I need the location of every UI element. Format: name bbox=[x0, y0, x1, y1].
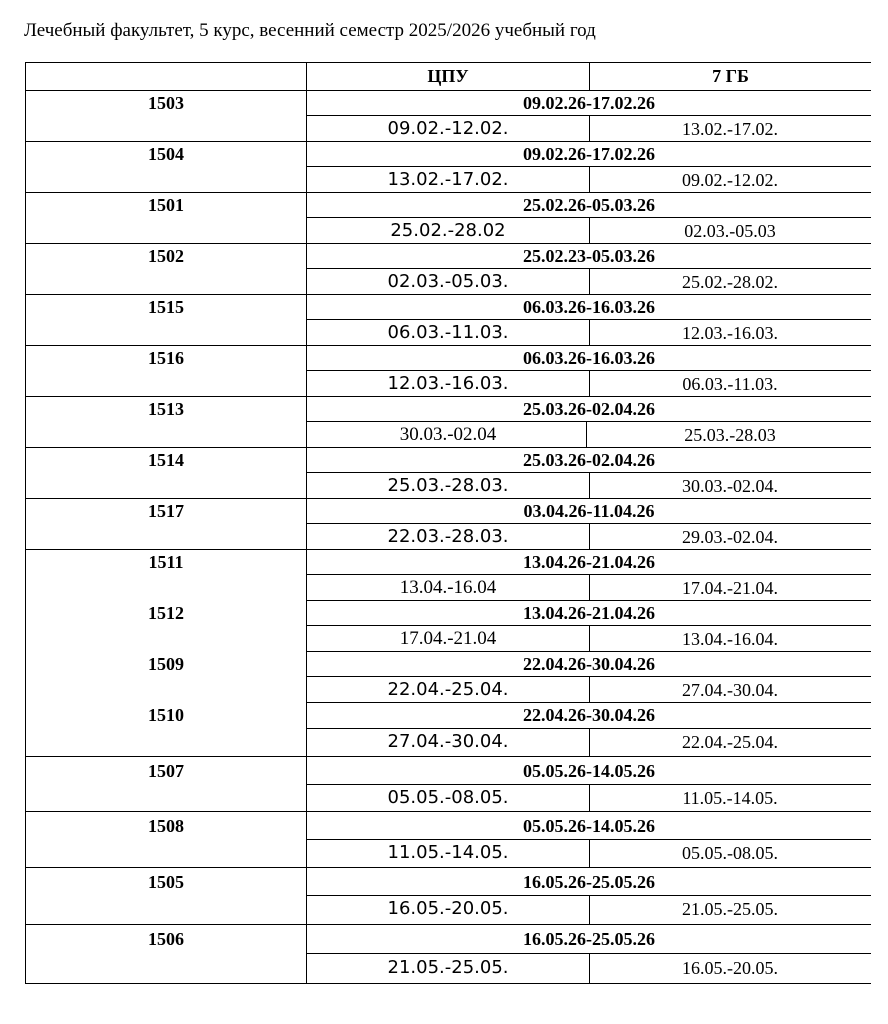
group-number: 1508 bbox=[148, 816, 184, 836]
cpu-dates: 05.05.-08.05. bbox=[387, 787, 509, 808]
date-range: 06.03.26-16.03.26 bbox=[523, 297, 655, 317]
gb-dates: 13.04.-16.04. bbox=[682, 629, 778, 649]
header-group bbox=[26, 63, 306, 90]
gb-dates: 17.04.-21.04. bbox=[682, 578, 778, 598]
group-number: 1513 bbox=[148, 399, 184, 419]
date-range: 16.05.26-25.05.26 bbox=[523, 929, 655, 949]
table-row bbox=[26, 499, 871, 550]
date-range: 25.03.26-02.04.26 bbox=[523, 450, 655, 470]
date-range: 22.04.26-30.04.26 bbox=[523, 705, 655, 725]
group-number: 1509 bbox=[148, 654, 184, 674]
gb-dates: 22.04.-25.04. bbox=[682, 732, 778, 752]
group-number: 1514 bbox=[148, 450, 184, 470]
group-number: 1515 bbox=[148, 297, 184, 317]
gb-dates: 02.03.-05.03 bbox=[684, 221, 776, 241]
table-row bbox=[26, 925, 871, 983]
gb-dates: 25.02.-28.02. bbox=[682, 272, 778, 292]
group-number: 1503 bbox=[148, 93, 184, 113]
table-row bbox=[26, 397, 871, 448]
gb-dates: 06.03.-11.03. bbox=[682, 374, 778, 394]
gb-dates: 30.03.-02.04. bbox=[682, 476, 778, 496]
row-divider bbox=[307, 651, 871, 652]
cpu-dates: 22.03.-28.03. bbox=[387, 526, 509, 547]
table-row-group bbox=[26, 550, 871, 757]
date-range: 16.05.26-25.05.26 bbox=[523, 872, 655, 892]
row-divider bbox=[307, 421, 871, 422]
gb-dates: 11.05.-14.05. bbox=[682, 788, 778, 808]
column-divider bbox=[586, 421, 587, 447]
group-number: 1507 bbox=[148, 761, 184, 781]
cpu-dates: 27.04.-30.04. bbox=[387, 731, 509, 752]
gb-dates: 09.02.-12.02. bbox=[682, 170, 778, 190]
gb-dates: 29.03.-02.04. bbox=[682, 527, 778, 547]
group-number: 1517 bbox=[148, 501, 184, 521]
group-number: 1510 bbox=[148, 705, 184, 725]
cpu-dates: 06.03.-11.03. bbox=[387, 322, 509, 343]
header-7gb: 7 ГБ bbox=[712, 66, 749, 86]
group-number: 1501 bbox=[148, 195, 184, 215]
table-row bbox=[26, 448, 871, 499]
date-range: 06.03.26-16.03.26 bbox=[523, 348, 655, 368]
date-range: 09.02.26-17.02.26 bbox=[523, 144, 655, 164]
gb-dates: 16.05.-20.05. bbox=[682, 958, 778, 978]
date-range: 25.02.23-05.03.26 bbox=[523, 246, 655, 266]
cpu-dates: 17.04.-21.04 bbox=[399, 628, 497, 649]
cpu-dates: 13.02.-17.02. bbox=[387, 169, 509, 190]
group-number: 1502 bbox=[148, 246, 184, 266]
gb-dates: 27.04.-30.04. bbox=[682, 680, 778, 700]
group-number: 1504 bbox=[148, 144, 184, 164]
cpu-dates: 11.05.-14.05. bbox=[387, 842, 509, 863]
cpu-dates: 25.03.-28.03. bbox=[387, 475, 509, 496]
group-number: 1512 bbox=[148, 603, 184, 623]
cpu-dates: 16.05.-20.05. bbox=[387, 898, 509, 919]
date-range: 25.03.26-02.04.26 bbox=[523, 399, 655, 419]
schedule-table bbox=[25, 62, 871, 984]
date-range: 22.04.26-30.04.26 bbox=[523, 654, 655, 674]
table-row bbox=[26, 868, 871, 925]
date-range: 05.05.26-14.05.26 bbox=[523, 761, 655, 781]
cpu-dates: 25.02.-28.02 bbox=[390, 220, 506, 241]
cpu-dates: 12.03.-16.03. bbox=[387, 373, 509, 394]
group-number: 1511 bbox=[148, 552, 184, 572]
gb-dates: 25.03.-28.03 bbox=[684, 425, 776, 445]
table-row bbox=[26, 91, 871, 142]
cpu-dates: 02.03.-05.03. bbox=[387, 271, 509, 292]
group-number: 1516 bbox=[148, 348, 184, 368]
gb-dates: 12.03.-16.03. bbox=[682, 323, 778, 343]
table-row bbox=[26, 757, 871, 812]
gb-dates: 21.05.-25.05. bbox=[682, 899, 778, 919]
table-row bbox=[26, 193, 871, 244]
group-number: 1506 bbox=[148, 929, 184, 949]
date-range: 03.04.26-11.04.26 bbox=[523, 501, 655, 521]
group-number: 1505 bbox=[148, 872, 184, 892]
table-row bbox=[26, 295, 871, 346]
table-row bbox=[26, 142, 871, 193]
gb-dates: 13.02.-17.02. bbox=[682, 119, 778, 139]
cpu-dates: 13.04.-16.04 bbox=[399, 577, 497, 598]
table-row bbox=[26, 812, 871, 868]
cpu-dates: 22.04.-25.04. bbox=[387, 679, 509, 700]
cpu-dates: 30.03.-02.04 bbox=[399, 424, 497, 445]
date-range: 09.02.26-17.02.26 bbox=[523, 93, 655, 113]
row-divider bbox=[307, 702, 871, 703]
header-cpu: ЦПУ bbox=[427, 66, 469, 86]
cpu-dates: 21.05.-25.05. bbox=[387, 957, 509, 978]
date-range: 13.04.26-21.04.26 bbox=[523, 552, 655, 572]
table-row bbox=[26, 346, 871, 397]
document-title: Лечебный факультет, 5 курс, весенний семестр 2025/2026 учебный год bbox=[24, 20, 596, 41]
date-range: 13.04.26-21.04.26 bbox=[523, 603, 655, 623]
row-divider bbox=[307, 600, 871, 601]
gb-dates: 05.05.-08.05. bbox=[682, 843, 778, 863]
table-header bbox=[26, 63, 871, 91]
date-range: 05.05.26-14.05.26 bbox=[523, 816, 655, 836]
date-range: 25.02.26-05.03.26 bbox=[523, 195, 655, 215]
table-row bbox=[26, 244, 871, 295]
cpu-dates: 09.02.-12.02. bbox=[387, 118, 509, 139]
